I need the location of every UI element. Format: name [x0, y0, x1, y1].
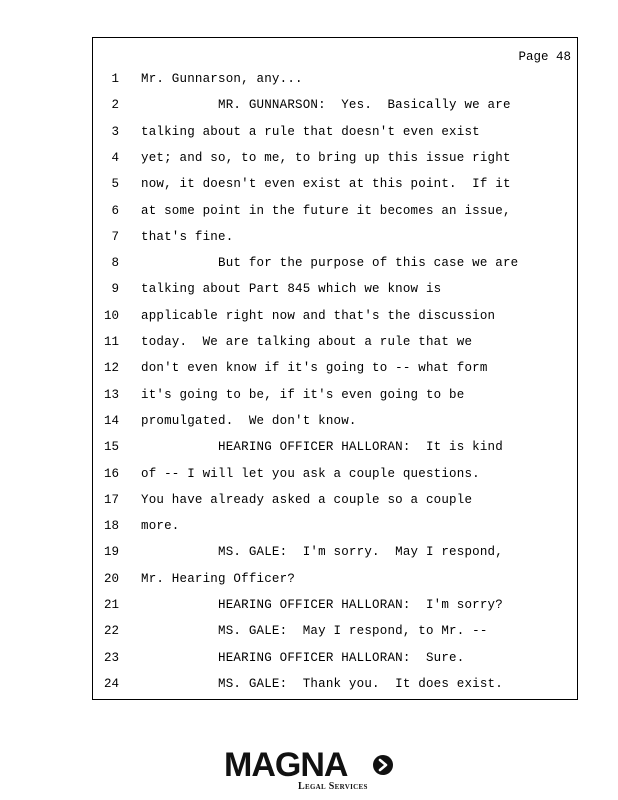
line-text: at some point in the future it becomes an issue, — [141, 203, 511, 218]
transcript-line — [93, 72, 577, 92]
line-text: today. We are talking about a rule that we — [141, 335, 473, 349]
transcript-line — [93, 493, 577, 513]
transcript-line — [93, 677, 577, 697]
page-number: Page 48 — [518, 50, 571, 64]
transcript-line — [93, 98, 577, 118]
line-text: that's fine. — [141, 229, 234, 244]
line-number: 19 — [103, 545, 119, 560]
transcript-line — [93, 309, 577, 329]
line-text: You have already asked a couple so a couple — [141, 492, 473, 507]
line-number: 13 — [103, 387, 119, 402]
transcript-line — [93, 125, 577, 145]
line-number: 11 — [103, 335, 119, 349]
transcript-line — [93, 519, 577, 539]
transcript-line — [93, 651, 577, 671]
line-text: don't even know if it's going to -- what form — [141, 361, 488, 376]
line-text: Mr. Gunnarson, any... — [141, 72, 303, 86]
transcript-line — [93, 572, 577, 592]
line-text: of -- I will let you ask a couple questions. — [141, 466, 480, 481]
transcript-line — [93, 177, 577, 197]
line-text: talking about Part 845 which we know is — [141, 282, 442, 297]
line-text: more. — [141, 519, 180, 534]
transcript-line — [93, 282, 577, 302]
line-text: MS. GALE: May I respond, to Mr. -- — [141, 624, 488, 639]
line-text: now, it doesn't even exist at this point. If it — [141, 177, 511, 192]
line-number: 5 — [111, 177, 119, 192]
arrow-circle-icon — [372, 754, 394, 776]
line-number: 16 — [103, 466, 119, 481]
line-number: 7 — [111, 229, 119, 244]
transcript-line — [93, 361, 577, 381]
line-text: HEARING OFFICER HALLORAN: Sure. — [141, 650, 465, 665]
transcript-line — [93, 414, 577, 434]
line-text: yet; and so, to me, to bring up this issue right — [141, 150, 511, 165]
line-number: 2 — [111, 98, 119, 113]
line-text: talking about a rule that doesn't even exist — [141, 124, 480, 139]
transcript-line — [93, 151, 577, 171]
transcript-line — [93, 204, 577, 224]
line-number: 22 — [103, 624, 119, 639]
logo-subtitle: Legal Services — [298, 781, 368, 792]
line-number: 14 — [103, 413, 119, 428]
line-number: 1 — [111, 72, 119, 86]
line-text: promulgated. We don't know. — [141, 413, 357, 428]
line-number: 6 — [111, 203, 119, 218]
transcript-line — [93, 256, 577, 276]
line-number: 24 — [103, 676, 119, 691]
transcript-line — [93, 388, 577, 408]
transcript-line — [93, 230, 577, 250]
transcript-line — [93, 440, 577, 460]
line-number: 18 — [103, 519, 119, 534]
line-text: MR. GUNNARSON: Yes. Basically we are — [141, 98, 511, 113]
transcript-page — [92, 37, 578, 700]
line-number: 3 — [111, 124, 119, 139]
transcript-line — [93, 624, 577, 644]
line-number: 4 — [111, 150, 119, 165]
line-number: 17 — [103, 492, 119, 507]
line-number: 21 — [103, 598, 119, 612]
line-text: Mr. Hearing Officer? — [141, 571, 296, 586]
transcript-line — [93, 467, 577, 487]
line-number: 12 — [103, 361, 119, 376]
logo-wordmark: MAGNA — [224, 746, 348, 784]
line-number: 8 — [111, 256, 119, 271]
line-number: 20 — [103, 571, 119, 586]
transcript-line — [93, 545, 577, 565]
line-text: But for the purpose of this case we are — [141, 256, 519, 271]
line-text: applicable right now and that's the discussion — [141, 308, 496, 323]
line-text: MS. GALE: Thank you. It does exist. — [141, 676, 503, 691]
line-number: 10 — [103, 308, 119, 323]
line-number: 9 — [111, 282, 119, 297]
line-text: HEARING OFFICER HALLORAN: I'm sorry? — [141, 598, 503, 612]
line-text: it's going to be, if it's even going to be — [141, 387, 465, 402]
line-number: 15 — [103, 440, 119, 455]
transcript-line — [93, 598, 577, 618]
line-text: HEARING OFFICER HALLORAN: It is kind — [141, 440, 503, 455]
transcript-line — [93, 335, 577, 355]
line-number: 23 — [103, 650, 119, 665]
magna-logo — [224, 748, 396, 792]
line-text: MS. GALE: I'm sorry. May I respond, — [141, 545, 503, 560]
